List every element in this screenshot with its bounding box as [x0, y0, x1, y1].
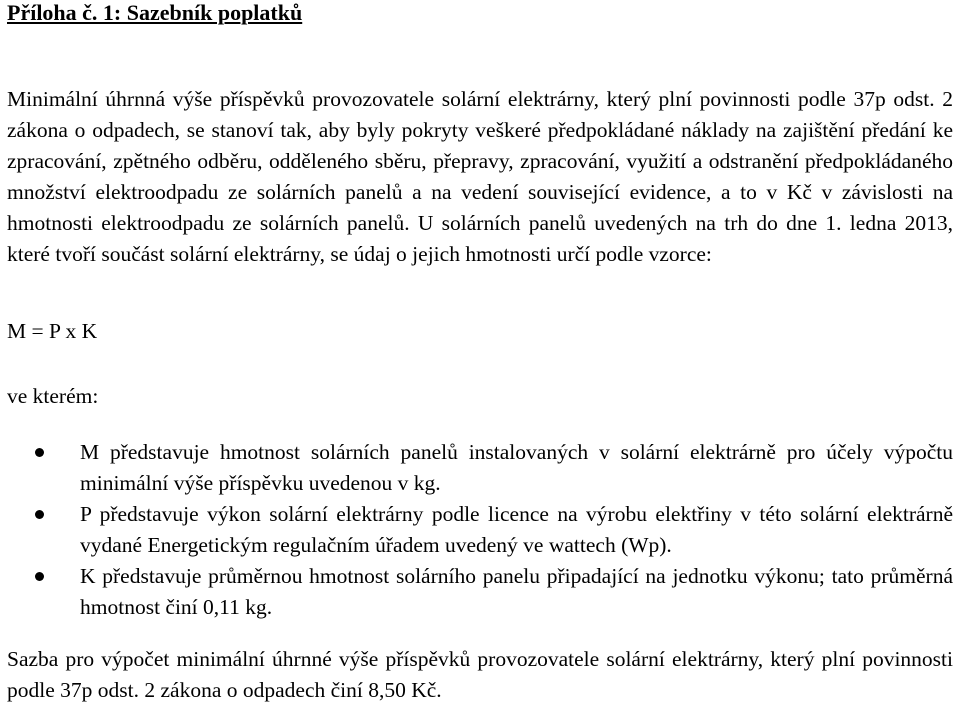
list-item-text: K představuje průměrnou hmotnost solárního panelu připadající na jednotku výkonu; tato průměrná hmotnost činí 0,11 kg. — [80, 564, 953, 619]
formula: M = P x K — [7, 319, 98, 343]
bullet-icon — [35, 572, 44, 581]
list-item-text: M představuje hmotnost solárních panelů instalovaných v solární elektrárně pro účely výpočtu minimální výše příspěvku uvedenou v kg. — [80, 440, 953, 495]
rate-paragraph: Sazba pro výpočet minimální úhrnné výše příspěvků provozovatele solární elektrárny, který plní povinnosti podle 37p odst. 2 zákona o odpadech činí 8,50 Kč. — [7, 647, 953, 702]
document-title: Příloha č. 1: Sazebník poplatků — [7, 0, 303, 25]
intro-paragraph: Minimální úhrnná výše příspěvků provozovatele solární elektrárny, který plní povinnosti podle 37p odst. 2 zákona o odpadech, se stanoví tak, aby byly pokryty veškeré předpokládané náklady na zajištění předání ke zpracování, zpětného odběru, odděleného sběru, přepravy, zpracování, využití a odstranění předpokládaného množství elektroodpadu ze solárních panelů a na vedení související evidence, a to v Kč v závislosti na hmotnosti elektroodpadu ze solárních panelů. U solárních panelů uvedených na trh do dne 1. ledna 2013, které tvoří součást solární elektrárny, se údaj o jejich hmotnosti určí podle vzorce: — [7, 87, 953, 266]
bullet-icon — [35, 510, 44, 519]
list-item — [7, 499, 953, 561]
formula-intro: ve kterém: — [7, 384, 99, 408]
list-item — [7, 437, 953, 499]
list-item-text: P představuje výkon solární elektrárny podle licence na výrobu elektřiny v této solární elektrárně vydané Energetickým regulačním úřadem uvedený ve wattech (Wp). — [80, 502, 953, 557]
bullet-icon — [35, 448, 44, 457]
list-item — [7, 561, 953, 623]
variable-definitions-list — [7, 437, 953, 623]
